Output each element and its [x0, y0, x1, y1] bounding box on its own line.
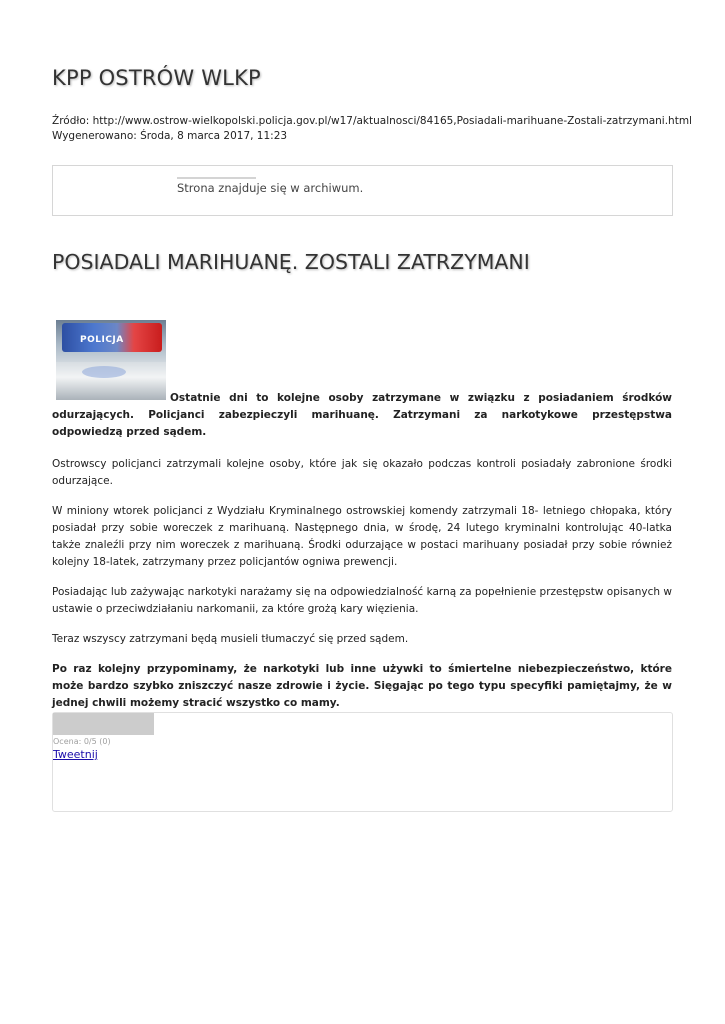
- generated-date-line: Wygenerowano: Środa, 8 marca 2017, 11:23: [52, 129, 288, 142]
- article-paragraph: Posiadając lub zażywając narkotyki narażamy się na odpowiedzialność karną za popełnienie przestępstw opisanych w ustawie o przeciwdziałaniu narkomanii, za które grożą kary więzienia.: [52, 586, 672, 615]
- article-closing: Po raz kolejny przypominamy, że narkotyki lub inne używki to śmiertelne niebezpieczeństwo, które może bardzo szybko zniszczyć nasze zdrowie i życie. Sięgając po tego typu specyfiki pamiętajmy, że w jednej chwili możemy stracić wszystko co mamy.: [52, 663, 672, 709]
- article-paragraph: Ostrowscy policjanci zatrzymali kolejne osoby, które jak się okazało podczas kontroli posiadały zabronione środki odurzające.: [52, 458, 672, 487]
- document-meta: [52, 114, 692, 143]
- article-paragraph: Teraz wszyscy zatrzymani będą musieli tłumaczyć się przed sądem.: [52, 633, 409, 645]
- article-paragraph: W miniony wtorek policjanci z Wydziału Kryminalnego ostrowskiej komendy zatrzymali 18- letniego chłopaka, który posiadał przy sobie woreczek z marihuaną. Następnego dnia, w środę, 24 lutego kryminalni kontrolując 40-latka także znaleźli przy nim woreczek z marihuaną. Środki odurzające w postaci marihuany posiadał przy sobie również kolejny 18-latek, zatrzymany przez policjantów ogniwa prewencji.: [52, 505, 672, 568]
- article-title: POSIADALI MARIHUANĘ. ZOSTALI ZATRZYMANI: [52, 250, 530, 274]
- archive-notice: Strona znajduje się w archiwum.: [177, 181, 364, 195]
- rating-label: Ocena: 0/5 (0): [53, 737, 111, 746]
- article-photo: [56, 320, 166, 400]
- rating-stars-bar[interactable]: [53, 713, 154, 735]
- tweet-link[interactable]: Tweetnij: [53, 748, 98, 761]
- archive-divider: [177, 177, 256, 179]
- archive-notice-box: [52, 165, 673, 216]
- source-url-line: Źródło: http://www.ostrow-wielkopolski.policja.gov.pl/w17/aktualnosci/84165,Posiadali-marihuane-Zostali-zatrzymani.html: [52, 115, 692, 127]
- site-title: KPP OSTRÓW WLKP: [52, 66, 261, 90]
- photo-lightbar-label: POLICJA: [80, 335, 124, 345]
- roof-reflection-graphic: [82, 366, 126, 378]
- article-body: [52, 320, 672, 712]
- rating-box: [52, 712, 673, 812]
- article-lead: Ostatnie dni to kolejne osoby zatrzymane w związku z posiadaniem środków odurzających. Policjanci zabezpieczyli marihuanę. Zatrzymani za narkotykowe przestępstwa odpowiedzą przed sądem.: [52, 392, 672, 438]
